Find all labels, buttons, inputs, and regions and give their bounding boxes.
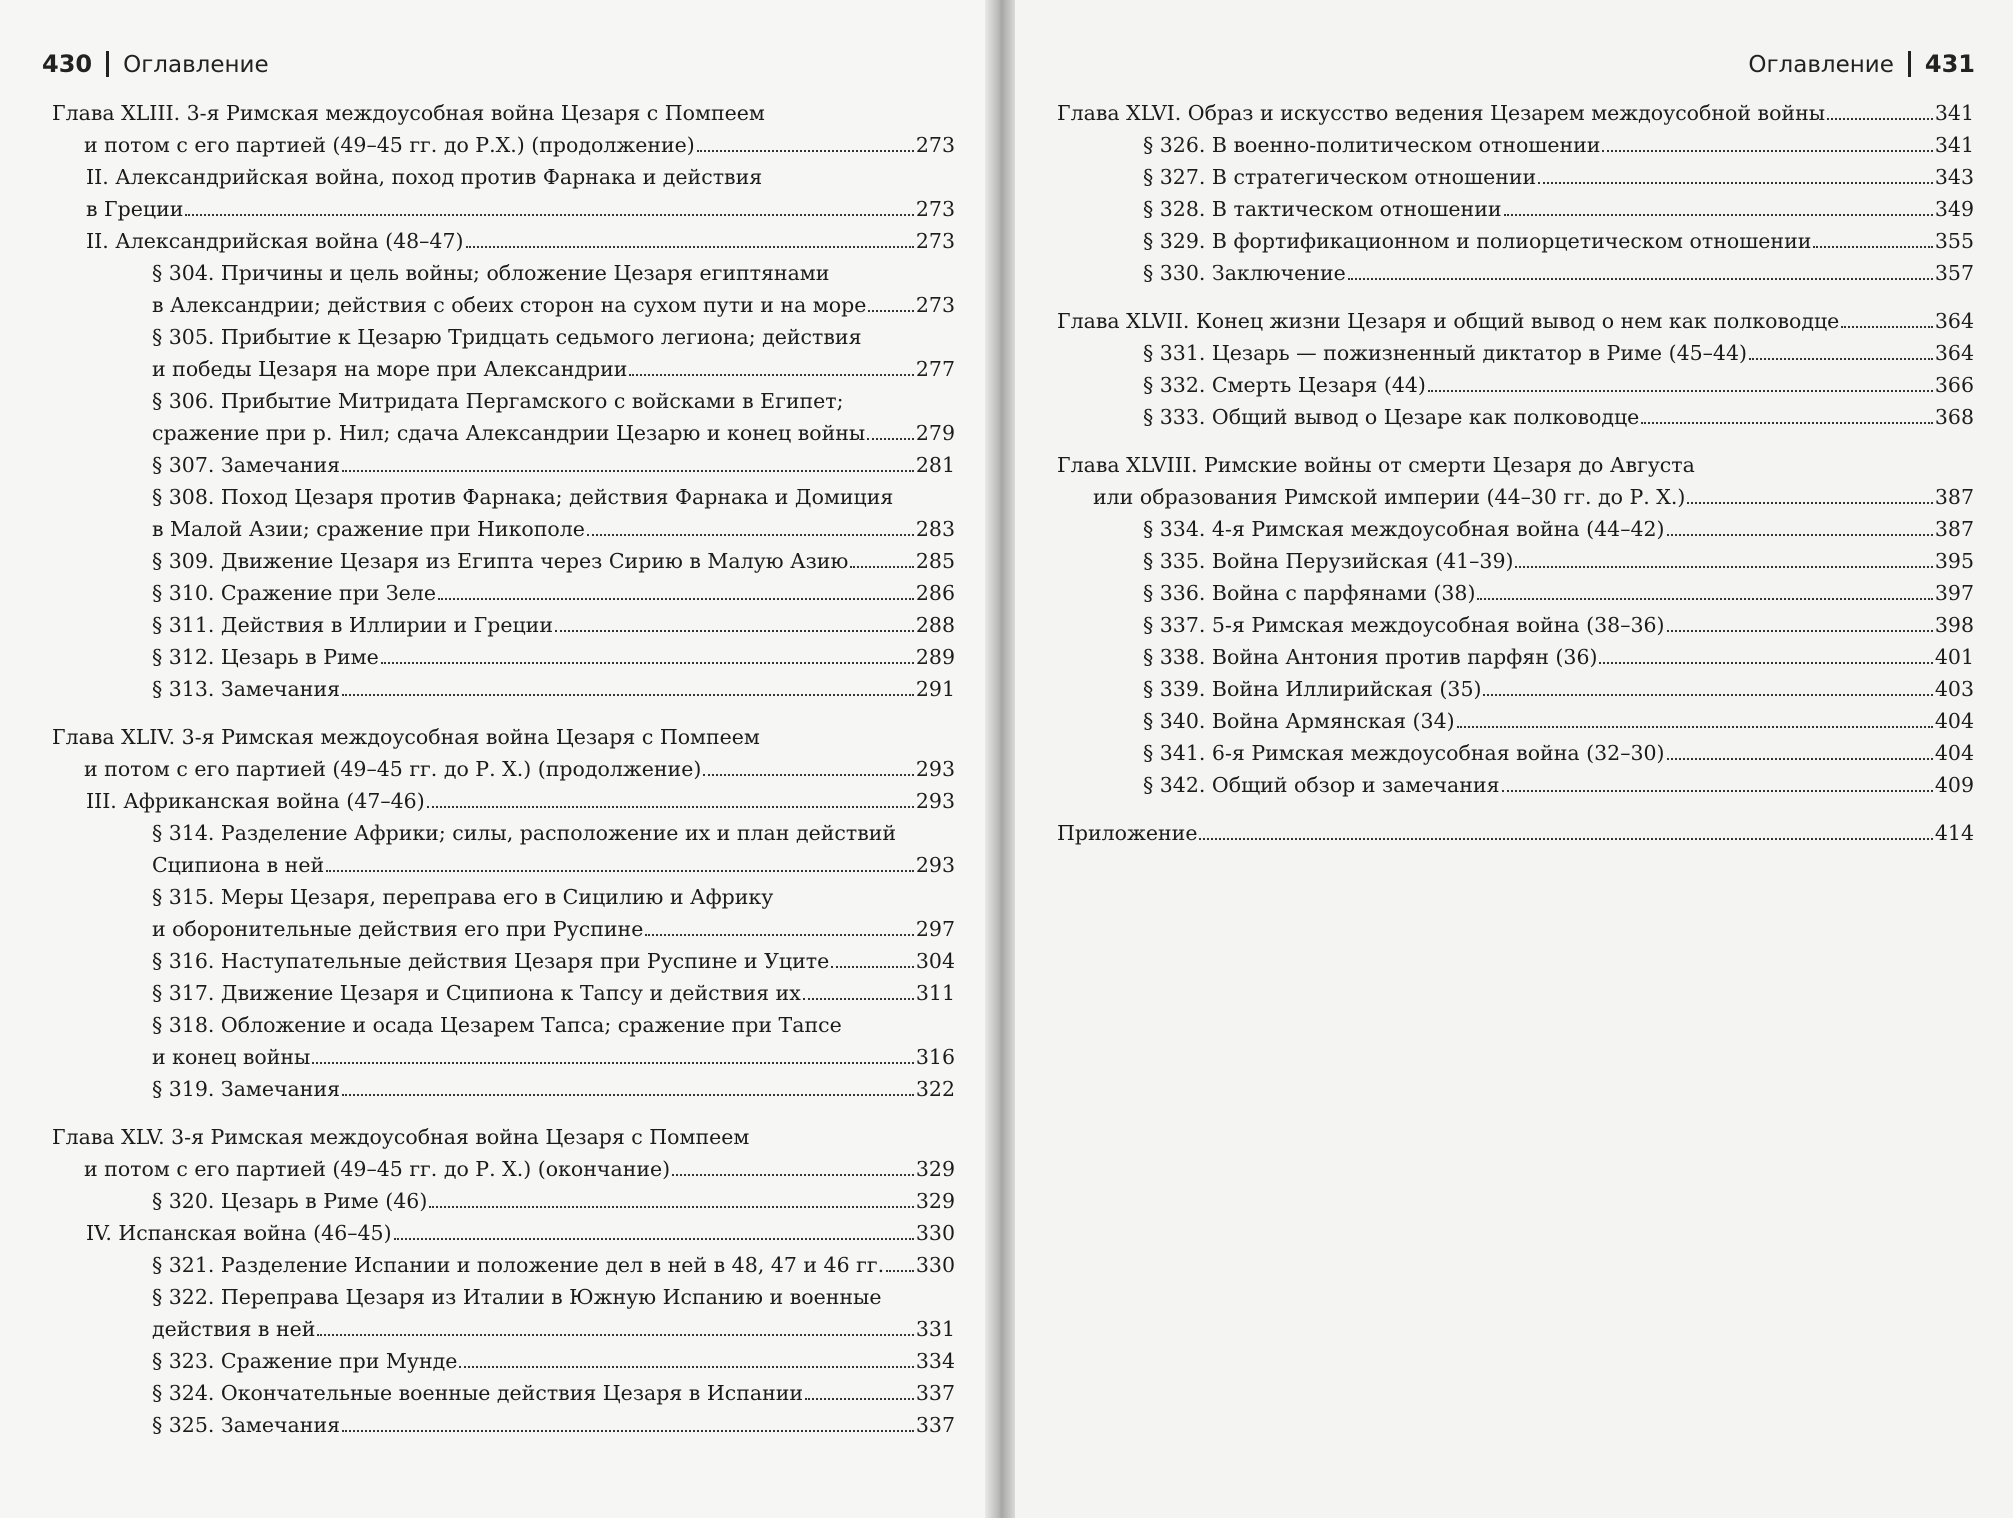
dot-leader [645, 934, 914, 936]
entry-page-number: 364 [1934, 341, 1974, 365]
dot-leader [703, 774, 914, 776]
toc-section-entry[interactable] [152, 945, 955, 977]
entry-page-number: 285 [915, 549, 955, 573]
entry-page-number: 281 [915, 453, 955, 477]
entry-spacer [1057, 801, 1974, 817]
dot-leader [1687, 502, 1932, 504]
dot-leader [1813, 246, 1932, 248]
dot-leader [429, 1206, 914, 1208]
entry-title-line: § 334. 4-я Римская междоусобная война (44–42) [1143, 517, 1665, 541]
dot-leader [1504, 214, 1933, 216]
entry-title-line: и потом с его партией (49–45 гг. до Р. Х.) (окончание) [84, 1157, 671, 1181]
toc-section-entry[interactable] [152, 545, 955, 577]
right-page [1015, 0, 2013, 1518]
dot-leader [342, 1430, 914, 1432]
entry-page-number: 330 [915, 1253, 955, 1277]
entry-spacer [52, 705, 955, 721]
dot-leader [697, 150, 914, 152]
entry-title-line: Приложение [1057, 821, 1198, 845]
entry-title-line: II. Александрийская война, поход против Фарнака и действия [86, 165, 763, 189]
dot-leader [185, 214, 913, 216]
toc-section-entry[interactable] [1143, 225, 1974, 257]
dot-leader [438, 598, 914, 600]
entry-page-number: 334 [915, 1349, 955, 1373]
entry-title-line: Глава XLIII. 3-я Римская междоусобная война Цезаря с Помпеем [52, 101, 765, 125]
entry-title-line: Глава XLVII. Конец жизни Цезаря и общий вывод о нем как полководце [1057, 309, 1840, 333]
dot-leader [342, 470, 914, 472]
toc-chapter-entry[interactable] [1057, 97, 1974, 129]
entry-title-line: § 331. Цезарь — пожизненный диктатор в Риме (45–44) [1143, 341, 1747, 365]
entry-title-line: в Греции [86, 197, 184, 221]
book-gutter [985, 0, 1015, 1518]
dot-leader [1477, 598, 1932, 600]
entry-page-number: 293 [915, 757, 955, 781]
dot-leader [1515, 566, 1932, 568]
toc-section-entry[interactable] [1143, 513, 1974, 545]
dot-leader [1667, 630, 1933, 632]
dot-leader [1538, 182, 1933, 184]
entry-page-number: 409 [1934, 773, 1974, 797]
entry-title-line: § 342. Общий обзор и замечания [1143, 773, 1500, 797]
toc-section-entry[interactable] [152, 1281, 955, 1345]
entry-title-line: § 325. Замечания [152, 1413, 341, 1437]
page-header [42, 50, 269, 78]
toc-section-entry[interactable] [152, 1409, 955, 1441]
toc-section-entry[interactable] [1143, 369, 1974, 401]
entry-page-number: 349 [1934, 197, 1974, 221]
entry-page-number: 279 [915, 421, 955, 445]
entry-title-line: § 330. Заключение [1143, 261, 1346, 285]
entry-title-line: § 324. Окончательные военные действия Цезаря в Испании [152, 1381, 804, 1405]
entry-title-line: Сципиона в ней [152, 853, 325, 877]
entry-title-line: II. Александрийская война (48–47) [86, 229, 464, 253]
toc-section-entry[interactable] [152, 641, 955, 673]
toc-section-entry[interactable] [1143, 705, 1974, 737]
entry-page-number: 337 [915, 1381, 955, 1405]
entry-title-line: сражение при р. Нил; сдача Александрии Цезарю и конец войны [152, 421, 866, 445]
entry-title-line: действия в ней [152, 1317, 316, 1341]
toc-section-entry[interactable] [1143, 129, 1974, 161]
dot-leader [342, 694, 914, 696]
dot-leader [1641, 422, 1933, 424]
entry-title-line: § 332. Смерть Цезаря (44) [1143, 373, 1426, 397]
entry-title-line: § 340. Война Армянская (34) [1143, 709, 1455, 733]
entry-title-line: § 337. 5-я Римская междоусобная война (38–36) [1143, 613, 1665, 637]
entry-title-line: § 314. Разделение Африки; силы, расположение их и план действий [152, 821, 897, 845]
entry-title-line: § 310. Сражение при Зеле [152, 581, 436, 605]
entry-title-line: § 318. Обложение и осада Цезарем Тапса; сражение при Тапсе [152, 1013, 842, 1037]
entry-page-number: 404 [1934, 741, 1974, 765]
toc-chapter-entry[interactable] [1057, 449, 1974, 513]
entry-title-line: и оборонительные действия его при Руспине [152, 917, 644, 941]
dot-leader [1667, 758, 1933, 760]
dot-leader [427, 806, 914, 808]
entry-page-number: 355 [1934, 229, 1974, 253]
dot-leader [1348, 278, 1933, 280]
toc-section-entry[interactable] [152, 449, 955, 481]
entry-title-line: § 319. Замечания [152, 1077, 341, 1101]
left-page [0, 0, 985, 1518]
entry-page-number: 283 [915, 517, 955, 541]
toc-part-entry[interactable] [86, 225, 955, 257]
dot-leader [1667, 534, 1933, 536]
entry-title-line: § 306. Прибытие Митридата Пергамского с войсками в Египет; [152, 389, 844, 413]
toc-part-entry[interactable] [86, 161, 955, 225]
entry-title-line: § 315. Меры Цезаря, переправа его в Сицилию и Африку [152, 885, 774, 909]
header-title: Оглавление [123, 52, 269, 78]
dot-leader [1602, 150, 1932, 152]
entry-page-number: 414 [1934, 821, 1974, 845]
toc-section-entry[interactable] [152, 1073, 955, 1105]
toc-section-entry[interactable] [152, 1185, 955, 1217]
dot-leader [1199, 838, 1932, 840]
toc-section-entry[interactable] [1143, 769, 1974, 801]
entry-title-line: § 339. Война Иллирийская (35) [1143, 677, 1482, 701]
toc-chapter-entry[interactable] [52, 1121, 955, 1185]
dot-leader [466, 246, 914, 248]
toc-section-entry[interactable] [152, 609, 955, 641]
entry-title-line: § 327. В стратегическом отношении [1143, 165, 1537, 189]
entry-page-number: 330 [915, 1221, 955, 1245]
dot-leader [1483, 694, 1932, 696]
toc-section-entry[interactable] [1143, 609, 1974, 641]
entry-page-number: 273 [915, 229, 955, 253]
toc-section-entry[interactable] [1143, 161, 1974, 193]
dot-leader [312, 1062, 914, 1064]
entry-title-line: § 338. Война Антония против парфян (36) [1143, 645, 1598, 669]
entry-page-number: 366 [1934, 373, 1974, 397]
dot-leader [629, 374, 913, 376]
toc-section-entry[interactable] [1143, 193, 1974, 225]
entry-title-line: § 323. Сражение при Мунде [152, 1349, 458, 1373]
entry-title-line: и победы Цезаря на море при Александрии [152, 357, 628, 381]
entry-page-number: 277 [915, 357, 955, 381]
table-of-contents [1057, 97, 1974, 849]
toc-chapter-entry[interactable] [52, 97, 955, 161]
toc-section-entry[interactable] [1143, 673, 1974, 705]
toc-section-entry[interactable] [152, 577, 955, 609]
entry-title-line: § 328. В тактическом отношении [1143, 197, 1502, 221]
dot-leader [805, 1398, 914, 1400]
toc-section-entry[interactable] [152, 1377, 955, 1409]
header-divider [1908, 51, 1911, 77]
entry-title-line: и конец войны [152, 1045, 311, 1069]
entry-page-number: 311 [915, 981, 955, 1005]
entry-title-line: § 304. Причины и цель войны; обложение Цезаря египтянами [152, 261, 830, 285]
page-number: 431 [1924, 50, 1975, 78]
entry-page-number: 322 [915, 1077, 955, 1101]
entry-page-number: 395 [1934, 549, 1974, 573]
entry-page-number: 403 [1934, 677, 1974, 701]
dot-leader [394, 1238, 914, 1240]
entry-page-number: 289 [915, 645, 955, 669]
entry-page-number: 304 [915, 949, 955, 973]
entry-title-line: III. Африканская война (47–46) [86, 789, 425, 813]
entry-title-line: § 341. 6-я Римская междоусобная война (32–30) [1143, 741, 1665, 765]
entry-page-number: 329 [915, 1189, 955, 1213]
toc-section-entry[interactable] [1143, 737, 1974, 769]
toc-section-entry[interactable] [152, 385, 955, 449]
toc-section-entry[interactable] [152, 1249, 955, 1281]
entry-page-number: 273 [915, 197, 955, 221]
toc-section-entry[interactable] [152, 977, 955, 1009]
dot-leader [1457, 726, 1933, 728]
dot-leader [1827, 118, 1933, 120]
entry-title-line: § 336. Война с парфянами (38) [1143, 581, 1476, 605]
entry-page-number: 291 [915, 677, 955, 701]
dot-leader [1749, 358, 1933, 360]
toc-section-entry[interactable] [152, 481, 955, 545]
entry-title-line: и потом с его партией (49–45 гг. до Р. Х.) (продолжение) [84, 757, 702, 781]
entry-page-number: 364 [1934, 309, 1974, 333]
toc-section-entry[interactable] [152, 881, 955, 945]
entry-page-number: 398 [1934, 613, 1974, 637]
dot-leader [459, 1366, 914, 1368]
entry-title-line: § 317. Движение Цезаря и Сципиона к Тапсу и действия их [152, 981, 801, 1005]
entry-page-number: 401 [1934, 645, 1974, 669]
entry-title-line: Глава XLIV. 3-я Римская междоусобная война Цезаря с Помпеем [52, 725, 760, 749]
entry-title-line: § 322. Переправа Цезаря из Италии в Южную Испанию и военные [152, 1285, 882, 1309]
toc-part-entry[interactable] [86, 785, 955, 817]
entry-title-line: или образования Римской империи (44–30 гг. до Р. Х.) [1093, 485, 1686, 509]
dot-leader [1428, 390, 1933, 392]
entry-page-number: 316 [915, 1045, 955, 1069]
entry-page-number: 337 [915, 1413, 955, 1437]
dot-leader [1841, 326, 1933, 328]
entry-title-line: § 309. Движение Цезаря из Египта через Сирию в Малую Азию [152, 549, 849, 573]
toc-chapter-entry[interactable] [1057, 305, 1974, 337]
dot-leader [1599, 662, 1932, 664]
entry-spacer [1057, 289, 1974, 305]
entry-title-line: § 326. В военно-политическом отношении [1143, 133, 1601, 157]
dot-leader [317, 1334, 913, 1336]
entry-title-line: § 313. Замечания [152, 677, 341, 701]
toc-section-entry[interactable] [152, 257, 955, 321]
dot-leader [381, 662, 914, 664]
page-number: 430 [42, 50, 93, 78]
entry-title-line: § 335. Война Перузийская (41–39) [1143, 549, 1514, 573]
entry-page-number: 397 [1934, 581, 1974, 605]
toc-section-entry[interactable] [152, 1345, 955, 1377]
dot-leader [326, 870, 914, 872]
page-header [1748, 50, 1975, 78]
toc-section-entry[interactable] [1143, 257, 1974, 289]
toc-part-entry[interactable] [86, 1217, 955, 1249]
entry-title-line: § 333. Общий вывод о Цезаре как полководце [1143, 405, 1640, 429]
entry-page-number: 273 [915, 133, 955, 157]
dot-leader [1502, 790, 1933, 792]
entry-page-number: 286 [915, 581, 955, 605]
entry-title-line: § 312. Цезарь в Риме [152, 645, 379, 669]
entry-page-number: 387 [1934, 485, 1974, 509]
dot-leader [867, 438, 914, 440]
entry-title-line: § 305. Прибытие к Цезарю Тридцать седьмого легиона; действия [152, 325, 862, 349]
dot-leader [342, 1094, 914, 1096]
entry-title-line: IV. Испанская война (46–45) [86, 1221, 392, 1245]
toc-section-entry[interactable] [1143, 401, 1974, 433]
entry-page-number: 341 [1934, 133, 1974, 157]
entry-title-line: в Малой Азии; сражение при Никополе [152, 517, 585, 541]
entry-page-number: 288 [915, 613, 955, 637]
entry-page-number: 331 [915, 1317, 955, 1341]
entry-page-number: 368 [1934, 405, 1974, 429]
dot-leader [555, 630, 914, 632]
entry-title-line: и потом с его партией (49–45 гг. до Р.Х.) (продолжение) [84, 133, 695, 157]
entry-page-number: 357 [1934, 261, 1974, 285]
toc-section-entry[interactable] [1143, 337, 1974, 369]
entry-title-line: § 307. Замечания [152, 453, 341, 477]
entry-title-line: § 311. Действия в Иллирии и Греции [152, 613, 553, 637]
entry-page-number: 387 [1934, 517, 1974, 541]
entry-page-number: 297 [915, 917, 955, 941]
entry-page-number: 404 [1934, 709, 1974, 733]
dot-leader [803, 998, 914, 1000]
entry-title-line: § 308. Поход Цезаря против Фарнака; действия Фарнака и Домиция [152, 485, 894, 509]
toc-section-entry[interactable] [152, 817, 955, 881]
dot-leader [886, 1270, 914, 1272]
entry-title-line: Глава XLV. 3-я Римская междоусобная война Цезаря с Помпеем [52, 1125, 750, 1149]
toc-section-entry[interactable] [1143, 577, 1974, 609]
toc-section-entry[interactable] [152, 1009, 955, 1073]
entry-title-line: § 316. Наступательные действия Цезаря при Руспине и Уците [152, 949, 830, 973]
toc-section-entry[interactable] [152, 321, 955, 385]
header-title: Оглавление [1748, 52, 1894, 78]
entry-page-number: 343 [1934, 165, 1974, 189]
toc-chapter-entry[interactable] [52, 721, 955, 785]
entry-spacer [52, 1105, 955, 1121]
dot-leader [868, 310, 914, 312]
entry-title-line: Глава XLVIII. Римские войны от смерти Цезаря до Августа [1057, 453, 1695, 477]
entry-spacer [1057, 433, 1974, 449]
dot-leader [850, 566, 914, 568]
toc-section-entry[interactable] [1143, 545, 1974, 577]
header-divider [106, 51, 109, 77]
dot-leader [672, 1174, 914, 1176]
toc-chapter-entry[interactable] [1057, 817, 1974, 849]
entry-title-line: Глава XLVI. Образ и искусство ведения Цезарем междоусобной войны [1057, 101, 1826, 125]
entry-page-number: 341 [1934, 101, 1974, 125]
entry-page-number: 329 [915, 1157, 955, 1181]
entry-title-line: § 320. Цезарь в Риме (46) [152, 1189, 428, 1213]
entry-page-number: 273 [915, 293, 955, 317]
toc-section-entry[interactable] [1143, 641, 1974, 673]
entry-title-line: § 329. В фортификационном и полиорцетическом отношении [1143, 229, 1812, 253]
dot-leader [587, 534, 914, 536]
entry-title-line: в Александрии; действия с обеих сторон на сухом пути и на море [152, 293, 867, 317]
entry-page-number: 293 [915, 789, 955, 813]
entry-page-number: 293 [915, 853, 955, 877]
table-of-contents [52, 97, 955, 1441]
toc-section-entry[interactable] [152, 673, 955, 705]
dot-leader [831, 966, 914, 968]
entry-title-line: § 321. Разделение Испании и положение дел в ней в 48, 47 и 46 гг. [152, 1253, 885, 1277]
